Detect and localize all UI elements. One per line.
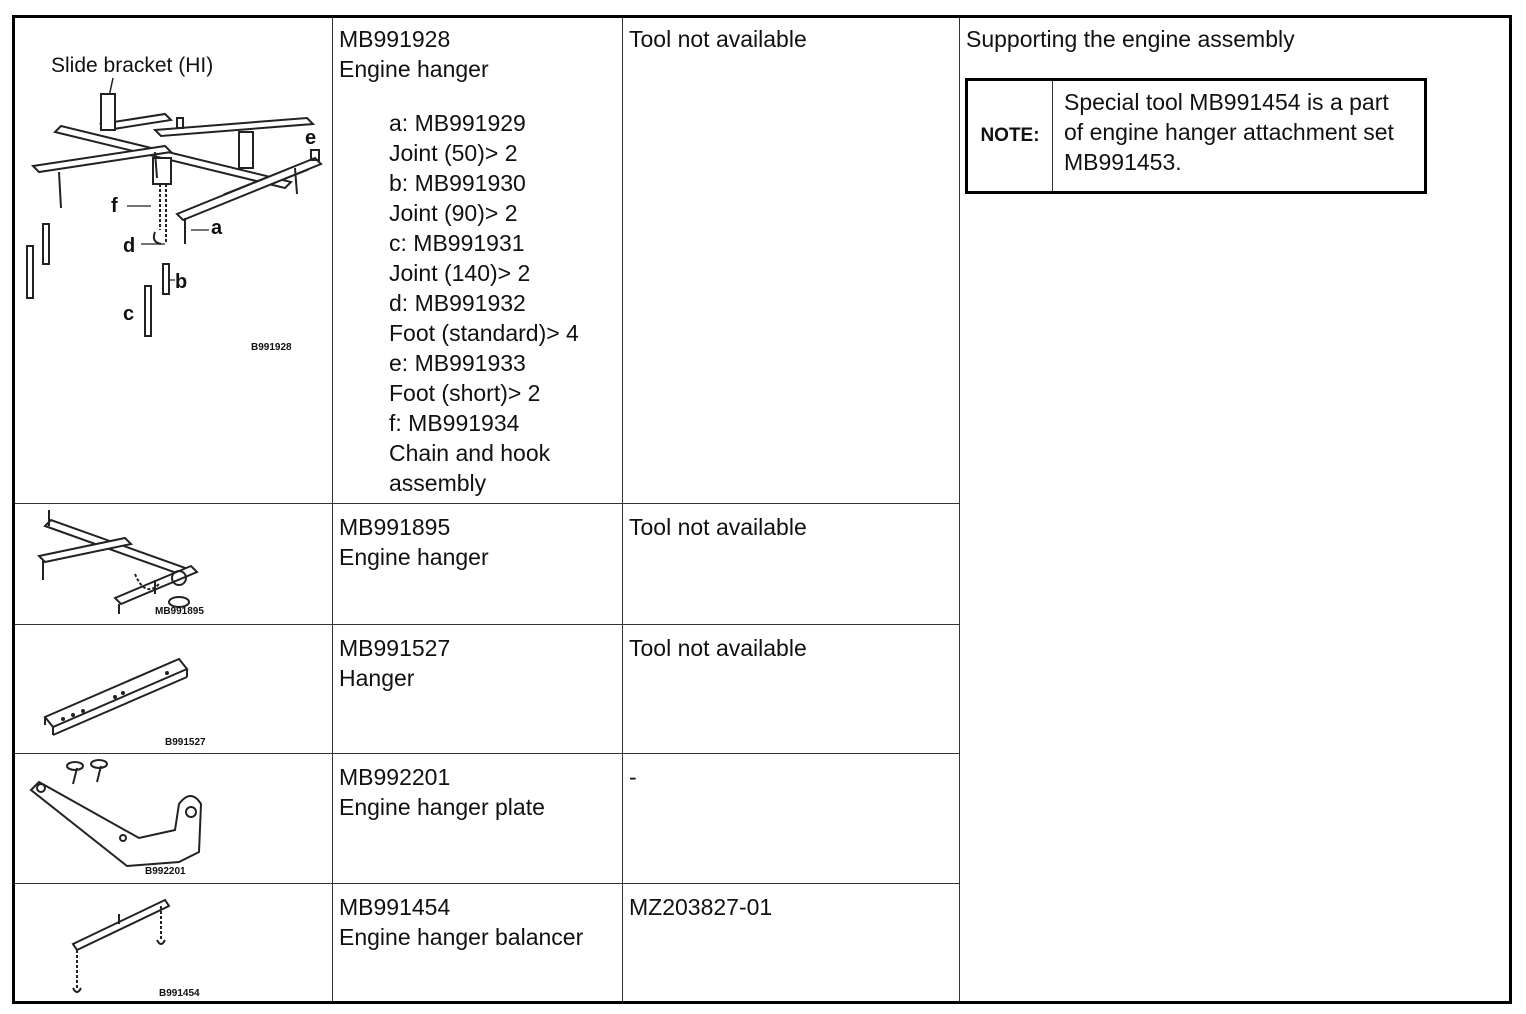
tool-description bbox=[339, 512, 489, 572]
part-item: a: MB991929 bbox=[389, 110, 526, 136]
column-divider bbox=[332, 18, 333, 1001]
tool-description bbox=[339, 24, 615, 498]
hanger-bar-illustration bbox=[15, 625, 331, 753]
supersession: MZ203827-01 bbox=[629, 894, 773, 920]
column-divider bbox=[959, 18, 960, 1001]
part-label-a: a bbox=[211, 217, 223, 239]
tool-number: MB992201 bbox=[339, 764, 451, 790]
supersession: Tool not available bbox=[629, 514, 807, 540]
note-text: Special tool MB991454 is a part of engine hanger attachment set MB991453. bbox=[1064, 89, 1394, 175]
tool-name: Engine hanger plate bbox=[339, 794, 545, 820]
application-text: Supporting the engine assembly bbox=[966, 26, 1295, 52]
supersession: Tool not available bbox=[629, 635, 807, 661]
tool-name: Engine hanger bbox=[339, 56, 489, 82]
column-divider bbox=[622, 18, 623, 1001]
slide-bracket-callout: Slide bracket (HI) bbox=[51, 54, 214, 77]
part-item: f: MB991934 bbox=[389, 410, 520, 436]
part-label-c: c bbox=[123, 303, 135, 325]
tool-name: Engine hanger balancer bbox=[339, 924, 584, 950]
supersession: - bbox=[629, 764, 637, 790]
figure-code: B992201 bbox=[145, 866, 186, 877]
engine-hanger-plate-illustration bbox=[15, 754, 331, 882]
part-item: Foot (short)> 2 bbox=[389, 380, 541, 406]
part-item: d: MB991932 bbox=[389, 290, 526, 316]
figure-code: B991527 bbox=[165, 737, 206, 748]
tool-name: Engine hanger bbox=[339, 544, 489, 570]
figure-code: MB991895 bbox=[155, 606, 204, 617]
tool-description bbox=[339, 762, 545, 822]
part-item: Joint (90)> 2 bbox=[389, 200, 518, 226]
parts-list bbox=[389, 108, 615, 498]
part-item: Foot (standard)> 4 bbox=[389, 320, 579, 346]
tool-number: MB991928 bbox=[339, 26, 451, 52]
part-item: c: MB991931 bbox=[389, 230, 525, 256]
part-item: Chain and hook assembly bbox=[389, 440, 551, 496]
part-label-b: b bbox=[175, 271, 188, 293]
supersession: Tool not available bbox=[629, 26, 807, 52]
tool-number: MB991895 bbox=[339, 514, 451, 540]
figure-code: B991454 bbox=[159, 988, 200, 999]
tool-name: Hanger bbox=[339, 665, 415, 691]
engine-hanger-illustration bbox=[15, 18, 331, 502]
special-tools-table bbox=[12, 15, 1512, 1004]
note-label: NOTE: bbox=[968, 81, 1053, 191]
part-item: Joint (50)> 2 bbox=[389, 140, 518, 166]
engine-hanger-mb991895-illustration bbox=[15, 504, 331, 624]
engine-hanger-balancer-illustration bbox=[15, 884, 331, 1002]
part-item: b: MB991930 bbox=[389, 170, 526, 196]
part-label-f: f bbox=[111, 195, 118, 217]
tool-number: MB991454 bbox=[339, 894, 451, 920]
note-box bbox=[965, 78, 1427, 194]
tool-description bbox=[339, 633, 450, 693]
figure-code: B991928 bbox=[251, 342, 292, 353]
part-item: Joint (140)> 2 bbox=[389, 260, 531, 286]
tool-description bbox=[339, 892, 583, 952]
part-label-d: d bbox=[123, 235, 136, 257]
part-label-e: e bbox=[305, 127, 317, 149]
tool-number: MB991527 bbox=[339, 635, 451, 661]
part-item: e: MB991933 bbox=[389, 350, 526, 376]
